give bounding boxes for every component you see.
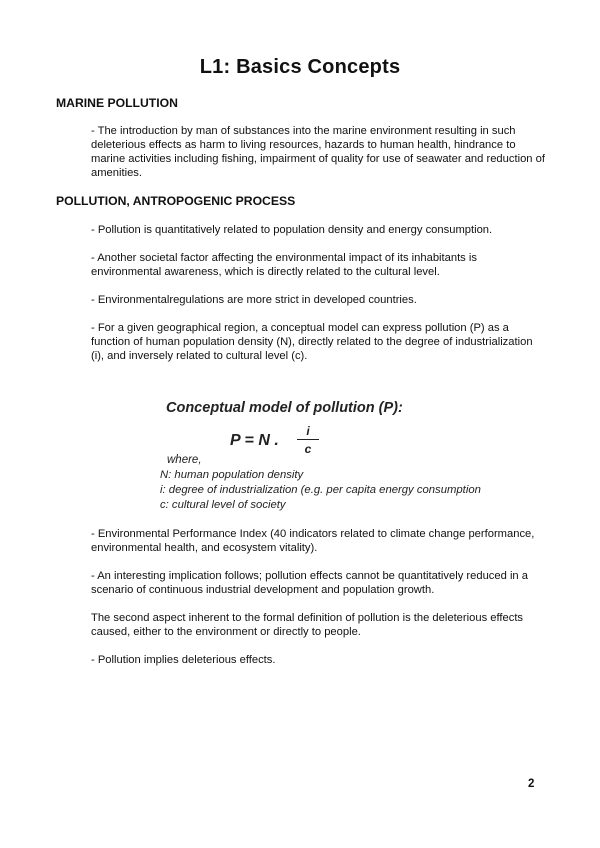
paragraph-implication: - An interesting implication follows; pollution effects cannot be quantitatively reduced in a scenario of continuous industrial development and population growth.: [91, 570, 528, 596]
paragraph-conceptual-model: - For a given geographical region, a conceptual model can express pollution (P) as a function of human population density (N), directly related to the degree of industrialization (i), and inversely related to cultural level (c).: [91, 322, 533, 362]
formula-definition-c: c: cultural level of society: [160, 499, 286, 511]
paragraph-regulations: - Environmentalregulations are more strict in developed countries.: [91, 294, 417, 306]
paragraph-performance-index: - Environmental Performance Index (40 indicators related to climate change performance, environmental health, and ecosystem vitality).: [91, 528, 535, 554]
paragraph-environmental-awareness: - Another societal factor affecting the environmental impact of its inhabitants is environmental awareness, which is directly related to the cultural level.: [91, 252, 477, 278]
formula-denominator: c: [304, 442, 312, 456]
paragraph-marine-definition: - The introduction by man of substances into the marine environment resulting in such deleterious effects as harm to living resources, hazards to human health, hindrance to marine activities including fishing, impairment of quality for use of seawater and reduction of amenities.: [91, 125, 545, 179]
formula-numerator: i: [306, 424, 310, 438]
formula-definition-i: i: degree of industrialization (e.g. per capita energy consumption: [160, 484, 481, 496]
formula-where: where,: [167, 454, 202, 466]
formula-definition-n: N: human population density: [160, 469, 304, 481]
page-title: L1: Basics Concepts: [199, 56, 401, 78]
paragraph-population-density: - Pollution is quantitatively related to population density and energy consumption.: [91, 224, 493, 236]
paragraph-second-aspect: The second aspect inherent to the formal definition of pollution is the deleterious effects caused, either to the environment or directly to people.: [91, 612, 524, 638]
section-heading-marine-pollution: MARINE POLLUTION: [56, 96, 178, 110]
formula-equation: P = N .: [230, 432, 279, 449]
formula-figure: [160, 398, 520, 518]
paragraph-deleterious-effects: - Pollution implies deleterious effects.: [91, 654, 276, 666]
section-heading-anthropogenic-process: POLLUTION, ANTROPOGENIC PROCESS: [56, 194, 296, 208]
formula-fraction: [297, 424, 319, 456]
formula-title: Conceptual model of pollution (P):: [166, 400, 403, 416]
page-number: 2: [528, 778, 535, 790]
